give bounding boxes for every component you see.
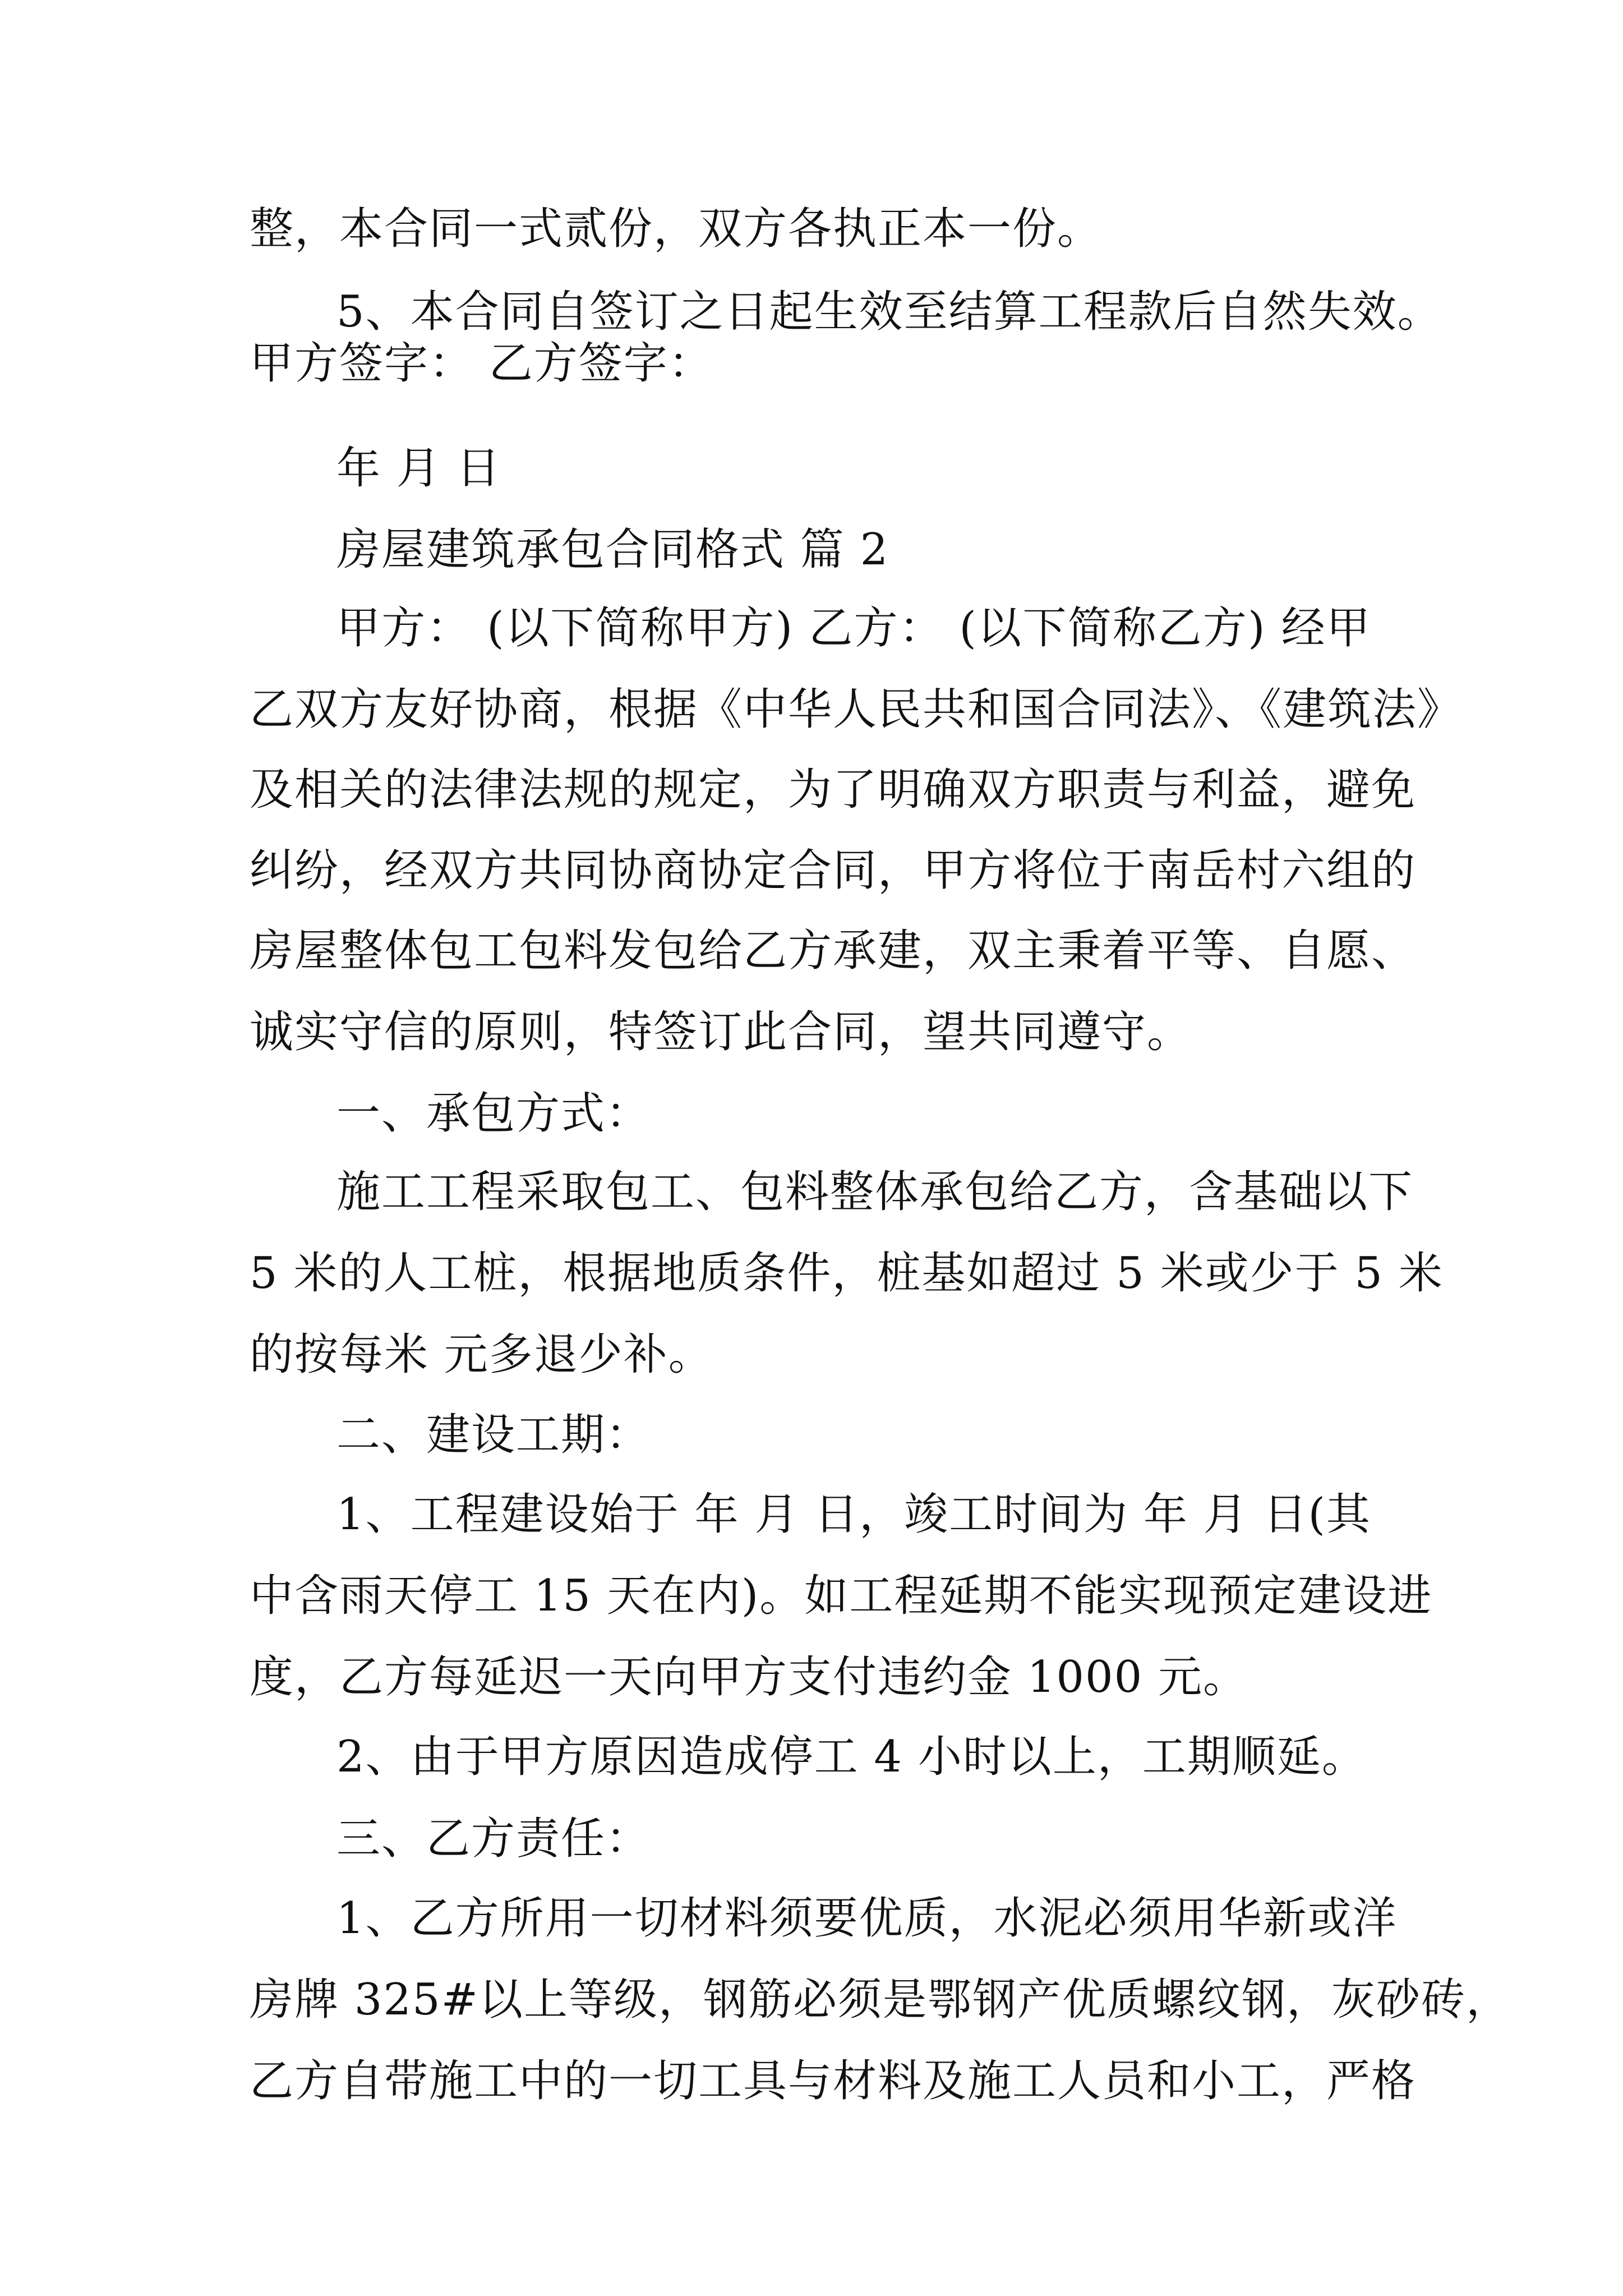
text-line-6: 甲方： (以下简称甲方) 乙方： (以下简称乙方) 经甲: [336, 603, 1371, 654]
text-line-5: 房屋建筑承包合同格式 篇 2: [336, 524, 889, 575]
text-line-8: 及相关的法律法规的规定，为了明确双方职责与利益，避免: [250, 765, 1417, 815]
text-line-1: 整，本合同一式贰份，双方各执正本一份。: [250, 204, 1103, 254]
text-line-20: 2、由于甲方原因造成停工 4 小时以上，工期顺延。: [336, 1732, 1367, 1782]
text-line-14: 5 米的人工桩，根据地质条件，桩基如超过 5 米或少于 5 米: [250, 1248, 1444, 1299]
text-line-15: 的按每米 元多退少补。: [250, 1329, 713, 1380]
text-line-17: 1、工程建设始于 年 月 日，竣工时间为 年 月 日(其: [336, 1489, 1371, 1540]
text-line-9: 纠纷，经双方共同协商协定合同，甲方将位于南岳村六组的: [250, 845, 1417, 896]
text-line-24: 乙方自带施工中的一切工具与材料及施工人员和小工，严格: [250, 2056, 1417, 2106]
section-heading-1: 一、承包方式：: [336, 1088, 651, 1139]
text-line-10: 房屋整体包工包料发包给乙方承建，双主秉着平等、自愿、: [250, 926, 1417, 976]
section-heading-2: 二、建设工期：: [336, 1410, 651, 1460]
text-line-22: 1、乙方所用一切材料须要优质，水泥必须用华新或洋: [336, 1893, 1398, 1944]
text-line-3: 甲方签字： 乙方签字：: [250, 338, 713, 389]
text-line-7: 乙双方友好协商，根据《中华人民共和国合同法》、《建筑法》: [250, 684, 1463, 735]
text-line-2: 5、本合同自签订之日起生效至结算工程款后自然失效。: [336, 287, 1442, 337]
section-heading-3: 三、乙方责任：: [336, 1814, 651, 1864]
text-line-18: 中含雨天停工 15 天在内)。如工程延期不能实现预定建设进: [250, 1571, 1433, 1621]
text-line-19: 度，乙方每延迟一天向甲方支付违约金 1000 元。: [250, 1652, 1248, 1703]
text-line-13: 施工工程采取包工、包料整体承包给乙方，含基础以下: [336, 1167, 1414, 1217]
text-line-11: 诚实守信的原则，特签订此合同，望共同遵守。: [250, 1007, 1192, 1057]
text-line-23: 房牌 325#以上等级，钢筋必须是鄂钢产优质螺纹钢，灰砂砖，: [250, 1975, 1511, 2025]
text-line-4: 年 月 日: [336, 443, 501, 494]
